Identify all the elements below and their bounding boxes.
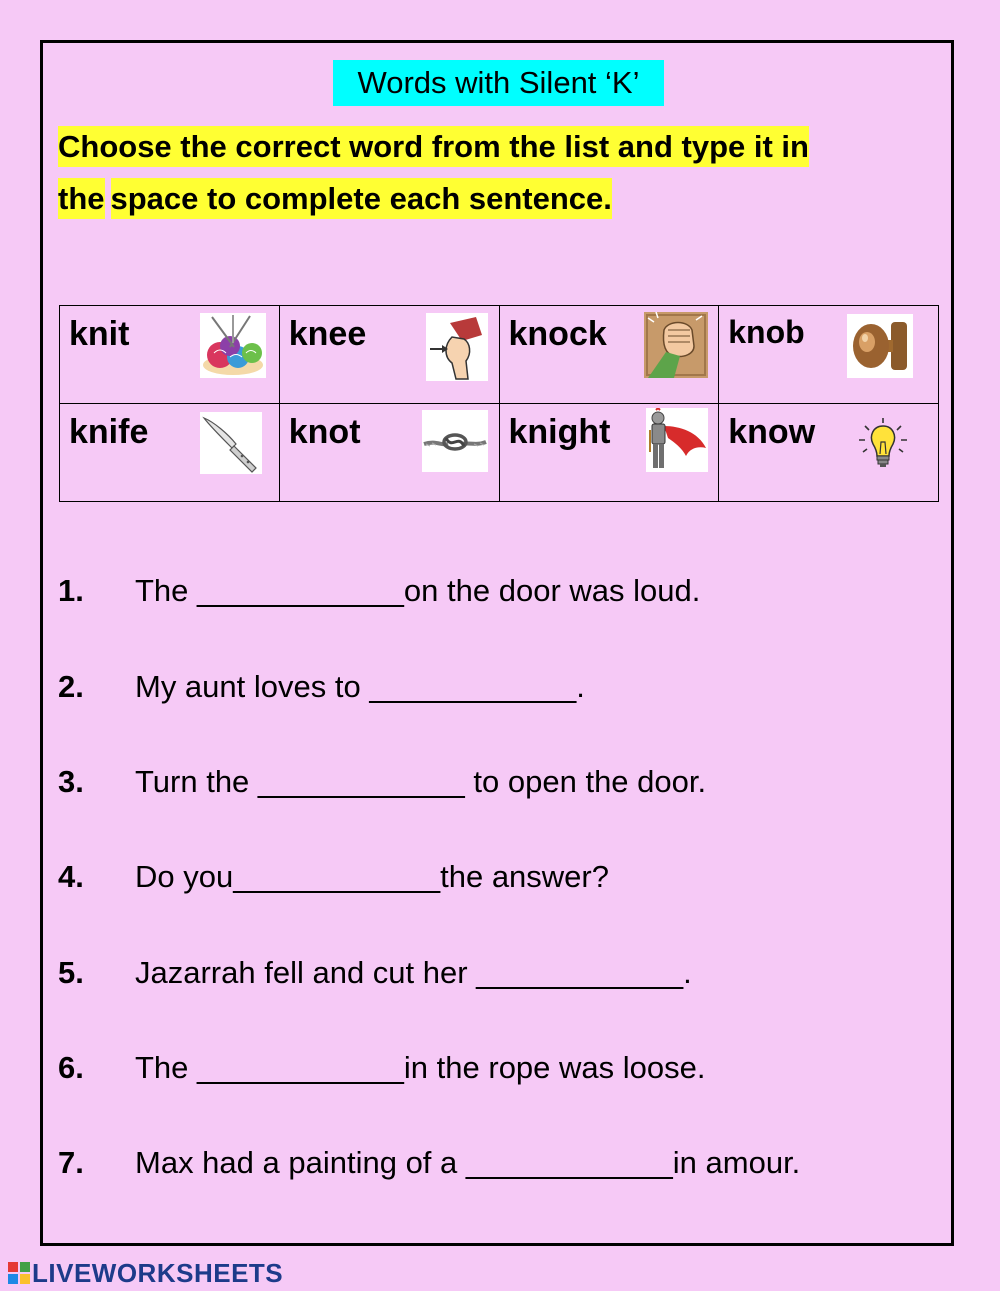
word-bank-word: knock [508,315,607,353]
yarn-balls-icon [200,313,266,378]
question-4 [58,857,938,897]
footer-brand-text: LIVEWORKSHEETS [32,1258,284,1288]
word-bank-word: knit [69,315,130,353]
question-number: 4. [58,859,84,894]
liveworksheets-logo-icon [8,1262,30,1284]
word-bank-table [59,305,939,502]
word-bank-word: knight [508,413,611,451]
question-2 [58,667,938,707]
question-number: 3. [58,764,84,799]
knight-icon [646,408,708,472]
question-7 [58,1143,938,1183]
question-text: Do you____________the answer? [135,859,609,894]
question-6 [58,1048,938,1088]
word-bank-cell-knock [499,306,719,404]
instructions-line-2: the space to complete each sentence. [58,176,612,222]
word-bank-word: knot [288,413,361,451]
word-bank-cell-knob [719,306,939,404]
word-bank-cell-know [719,404,939,502]
footer-branding [8,1258,283,1288]
knocking-fist-icon [644,312,708,378]
light-bulb-icon [851,414,915,472]
question-text: Max had a painting of a ____________in amour. [135,1145,801,1180]
question-number: 7. [58,1145,84,1180]
word-bank-cell-knot [279,404,499,502]
question-3 [58,762,938,802]
question-text: Jazarrah fell and cut her ____________. [135,955,692,990]
question-text: The ____________on the door was loud. [135,573,701,608]
word-bank-word: knob [728,314,805,350]
word-bank-word: knife [69,413,149,451]
question-text: Turn the ____________ to open the door. [135,764,707,799]
question-number: 5. [58,955,84,990]
word-bank-word: knee [288,315,367,353]
knife-icon [200,412,262,474]
question-number: 6. [58,1050,84,1085]
question-1 [58,571,938,611]
door-knob-icon [847,314,913,378]
rope-knot-icon [422,410,488,472]
word-bank-cell-knight [499,404,719,502]
question-5 [58,953,938,993]
question-number: 2. [58,669,84,704]
instructions-line-1: Choose the correct word from the list and type it in [58,124,809,170]
question-text: My aunt loves to ____________. [135,669,585,704]
question-number: 1. [58,573,84,608]
question-text: The ____________in the rope was loose. [135,1050,706,1085]
word-bank-cell-knit [60,306,280,404]
knee-icon [426,313,488,381]
word-bank-word: know [728,413,816,451]
word-bank-cell-knee [279,306,499,404]
word-bank-cell-knife [60,404,280,502]
worksheet-title: Words with Silent ‘K’ [333,60,664,106]
